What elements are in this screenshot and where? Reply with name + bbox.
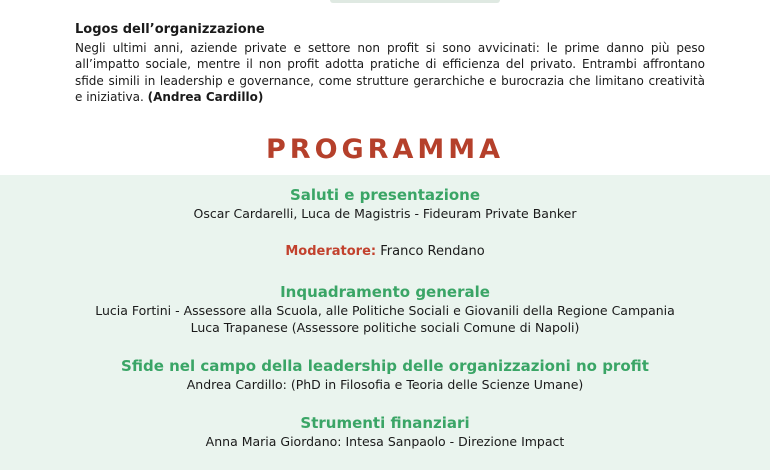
session-speaker-line: Lucia Fortini - Assessore alla Scuola, alle Politiche Sociali e Giovanili della Regione Campania: [95, 303, 675, 318]
cropped-header-fragment: [330, 0, 500, 3]
program-panel: [0, 175, 770, 470]
session-speaker-line: Andrea Cardillo: (PhD in Filosofia e Teoria delle Scienze Umane): [186, 377, 584, 392]
intro-body-text: Negli ultimi anni, aziende private e settore non profit si sono avvicinati: le prime danno più peso all’impatto sociale, mentre il non profit adotta pratiche di efficienza del privato. Entrambi affrontano sfide simili in leadership e governance, come strutture gerarchiche e burocrazia che limitano creatività e iniziativa.: [75, 40, 705, 104]
previous-section-sliver: [0, 0, 770, 6]
intro-paragraph: [75, 40, 705, 106]
session-greetings: [0, 185, 770, 222]
session-speaker-line: Luca Trapanese (Assessore politiche sociali Comune di Napoli): [190, 320, 580, 335]
session-title: Strumenti finanziari: [300, 414, 470, 432]
intro-title: Logos dell’organizzazione: [75, 22, 265, 37]
intro-section: [75, 22, 705, 106]
session-title: Sfide nel campo della leadership delle organizzazioni no profit: [121, 357, 649, 375]
program-heading: PROGRAMMA: [265, 134, 504, 165]
session-title: Saluti e presentazione: [289, 186, 481, 204]
session-overview: [0, 282, 770, 336]
session-leadership: [0, 356, 770, 393]
moderator-row: [0, 243, 770, 261]
session-speaker-line: Anna Maria Giordano: Intesa Sanpaolo - Direzione Impact: [205, 434, 565, 449]
intro-author: (Andrea Cardillo): [147, 90, 264, 104]
session-speaker-line: Oscar Cardarelli, Luca de Magistris - Fideuram Private Banker: [193, 206, 577, 221]
session-title: Inquadramento generale: [280, 283, 490, 301]
moderator-label: Moderatore:: [285, 244, 377, 259]
session-finance: [0, 413, 770, 450]
moderator-name: Franco Rendano: [380, 244, 485, 259]
